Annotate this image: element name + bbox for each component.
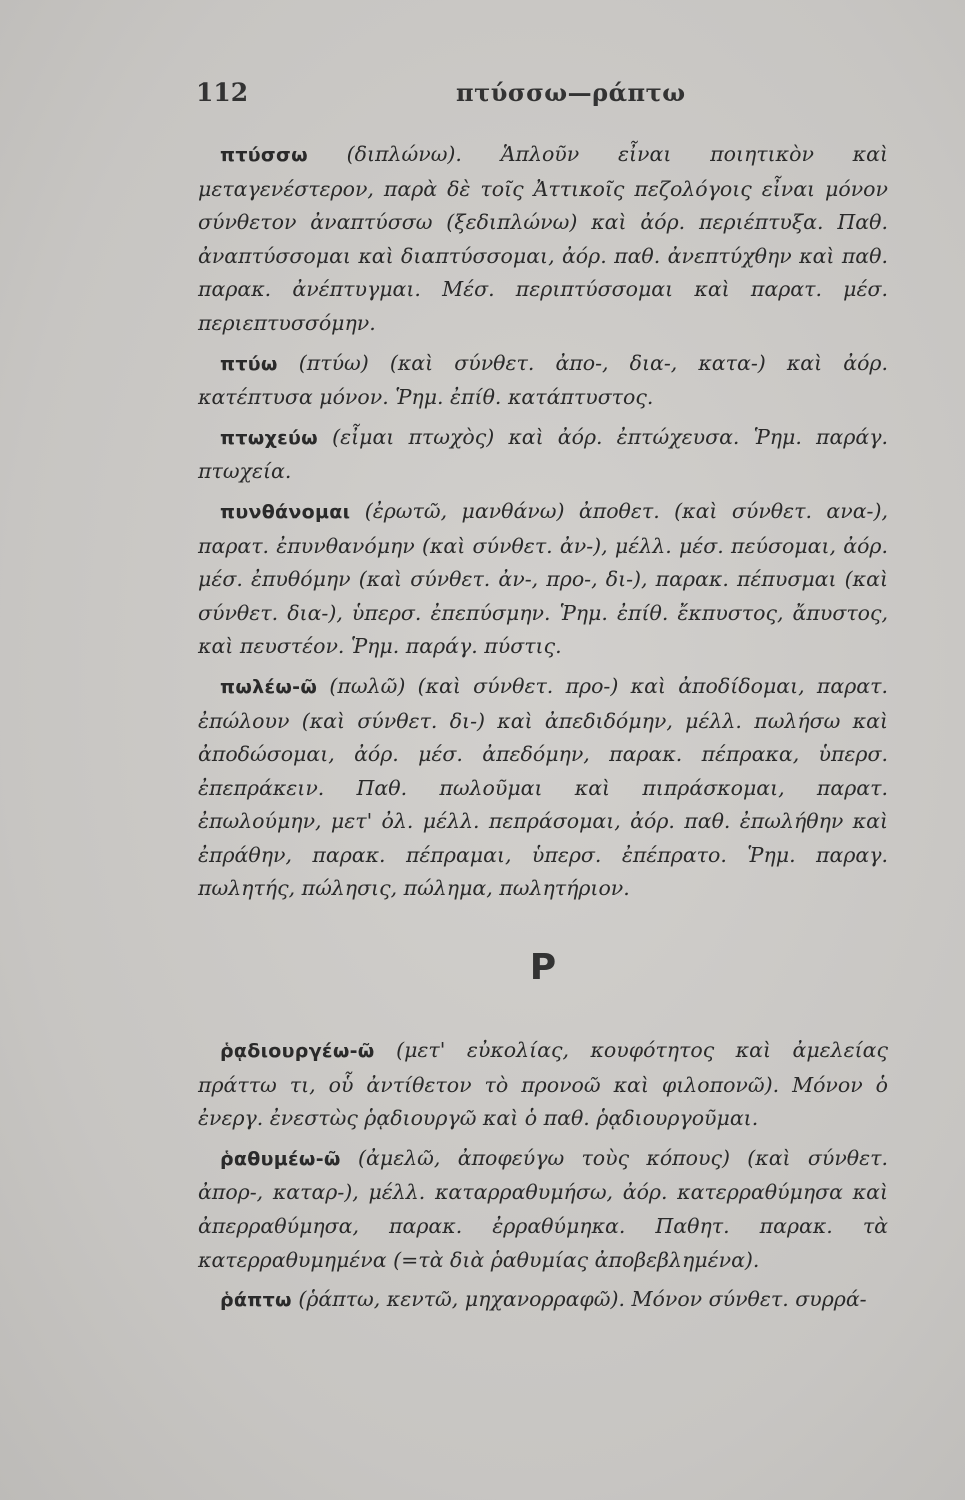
entry-text: (μετ' εὐκολίας, κουφότητος καὶ ἀμελείας πράττω τι, οὗ ἀντίθετον τὸ προνοῶ καὶ φιλοπονῶ). Μόνον ὁ ἐνεργ. ἐνεστὼς ῥᾳδιουργῶ καὶ ὁ παθ. ῥᾳδιουργοῦμαι. [198,1038,888,1131]
dictionary-entry [198,495,888,664]
entry-text: (διπλώνω). Ἁπλοῦν εἶναι ποιητικὸν καὶ μεταγενέστερον, παρὰ δὲ τοῖς Ἀττικοῖς πεζολόγοις εἶναι μόνον σύνθετον ἀναπτύσσω (ξεδιπλώνω) καὶ ἀόρ. περιέπτυξα. Παθ. ἀναπτύσσομαι καὶ διαπτύσσομαι, ἀόρ. παθ. ἀνεπτύχθην καὶ παθ. παρακ. ἀνέπτυγμαι. Μέσ. περιπτύσσομαι καὶ παρατ. μέσ. περιεπτυσσόμην. [198,142,888,335]
dictionary-entry [198,670,888,906]
entry-text: (εἶμαι πτωχὸς) καὶ ἀόρ. ἐπτώχευσα. Ῥημ. παράγ. πτωχεία. [198,424,888,484]
entry-text: (ῥάπτω, κεντῶ, μηχανορραφῶ). Μόνον σύνθετ. συρρά- [291,1287,867,1312]
entry-lemma: ῥᾳδιουργέω-ῶ [220,1040,375,1063]
dictionary-entry [198,1142,888,1277]
entry-lemma: πτύω [220,352,278,375]
entry-lemma: ῥαθυμέω-ῶ [220,1147,341,1170]
page-body [198,138,888,1324]
dictionary-entry [198,347,888,415]
dictionary-entry [198,1034,888,1136]
section-letter: Ρ [529,947,557,989]
dictionary-entry [198,138,888,341]
entry-text: (πωλῶ) (καὶ σύνθετ. προ-) καὶ ἀποδίδομαι, παρατ. ἐπώλουν (καὶ σύνθετ. δι-) καὶ ἀπεδιδόμην, μέλλ. πωλήσω καὶ ἀποδώσομαι, ἀόρ. μέσ. ἀπεδόμην, παρακ. πέπρακα, ὑπερσ. ἐπεπράκειν. Παθ. πωλοῦμαι καὶ πιπράσκομαι, παρατ. ἐπωλούμην, μετ' ὀλ. μέλλ. πεπράσομαι, ἀόρ. παθ. ἐπωλήθην καὶ ἐπράθην, παρακ. πέπραμαι, ὑπερσ. ἐπέπρατο. Ῥημ. παραγ. πωλητής, πώλησις, πώλημα, πωλητήριον. [198,673,888,901]
entry-lemma: πτύσσω [220,144,308,166]
entry-lemma: πτωχεύω [220,426,318,449]
entry-lemma: πωλέω-ῶ [220,675,318,698]
entry-lemma: πυνθάνομαι [220,500,351,523]
dictionary-entry [198,421,888,489]
entry-lemma: ῥάπτω [220,1289,292,1312]
page-number: 112 [196,78,249,107]
page-header [196,78,905,118]
running-head: πτύσσω—ράπτω [456,78,686,107]
dictionary-entry [198,1283,888,1318]
entry-text: (ἐρωτῶ, μανθάνω) ἀποθετ. (καὶ σύνθετ. ανα-), παρατ. ἐπυνθανόμην (καὶ σύνθετ. ἀν-), μέλλ. μέσ. πεύσομαι, ἀόρ. μέσ. ἐπυθόμην (καὶ σύνθετ. ἀν-, προ-, δι-), παρακ. πέπυσμαι (καὶ σύνθετ. δια-), ὑπερσ. ἐπεπύσμην. Ῥημ. ἐπίθ. ἔκπυστος, ἄπυστος, καὶ πευστέον. Ῥημ. παράγ. πύστις. [198,498,888,659]
entry-text: (πτύω) (καὶ σύνθετ. ἀπο-, δια-, κατα-) καὶ ἀόρ. κατέπτυσα μόνον. Ῥημ. ἐπίθ. κατάπτυστος. [198,350,888,410]
entry-text: (ἀμελῶ, ἀποφεύγω τοὺς κόπους) (καὶ σύνθετ. ἀπορ-, καταρ-), μέλλ. καταρραθυμήσω, ἀόρ. κατερραθύμησα καὶ ἀπερραθύμησα, παρακ. ἐρραθύμηκα. Παθητ. παρακ. τὰ κατερραθυμημένα (=τὰ διὰ ῥαθυμίας ἀποβεβλημένα). [198,1145,888,1272]
